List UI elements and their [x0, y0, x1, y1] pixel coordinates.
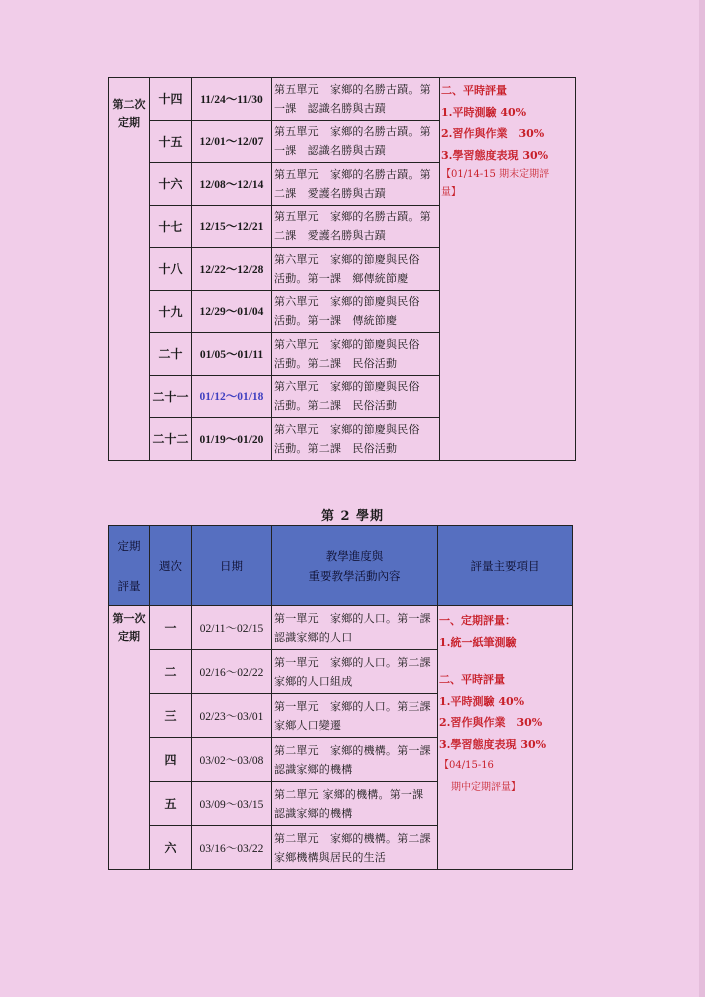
- content-cell: 第一單元 家鄉的人口。第三課 家鄉人口變遷: [272, 694, 438, 738]
- semester1-schedule-table: [108, 77, 576, 461]
- content-cell: 第六單元 家鄉的節慶與民俗 活動。第二課 民俗活動: [272, 375, 440, 418]
- week-cell: 五: [150, 782, 192, 826]
- date-cell: 01/05～01/11: [192, 333, 272, 376]
- header-content: 教學進度與 重要教學活動內容: [272, 526, 438, 606]
- header-evaluation: 評量主要項目: [438, 526, 573, 606]
- week-cell: 一: [150, 606, 192, 650]
- week-cell: 十九: [150, 290, 192, 333]
- exam-period-cell: [109, 78, 150, 461]
- week-cell: 十六: [150, 163, 192, 206]
- week-cell: 十四: [150, 78, 192, 121]
- content-cell: 第二單元 家鄉的機構。第二課 家鄉機構與居民的生活: [272, 826, 438, 870]
- week-cell: 二十二: [150, 418, 192, 461]
- date-cell: 12/29～01/04: [192, 290, 272, 333]
- date-cell: 12/01～12/07: [192, 120, 272, 163]
- week-cell: 十七: [150, 205, 192, 248]
- table-row: [109, 78, 576, 121]
- header-week: 週次: [150, 526, 192, 606]
- period-label: 第二次: [112, 98, 146, 111]
- content-cell: 第五單元 家鄉的名勝古蹟。第 一課 認識名勝與古蹟: [272, 78, 440, 121]
- content-cell: 第六單元 家鄉的節慶與民俗 活動。第一課 鄉傳統節慶: [272, 248, 440, 291]
- week-cell: 二十一: [150, 375, 192, 418]
- date-cell: 03/16～03/22: [192, 826, 272, 870]
- evaluation-cell: 一、定期評量： 1.統一紙筆測驗 二、平時評量 1.平時測驗 40% 2.習作與作業 30% 3.學習態度表現 30% 【04/15-16 期中定期評量】: [438, 606, 573, 870]
- content-cell: 第六單元 家鄉的節慶與民俗 活動。第二課 民俗活動: [272, 333, 440, 376]
- date-cell: 02/23～03/01: [192, 694, 272, 738]
- week-cell: 六: [150, 826, 192, 870]
- date-cell: 12/08～12/14: [192, 163, 272, 206]
- content-cell: 第一單元 家鄉的人口。第一課 認識家鄉的人口: [272, 606, 438, 650]
- week-cell: 二: [150, 650, 192, 694]
- week-cell: 十八: [150, 248, 192, 291]
- table-header-row: [109, 526, 573, 606]
- date-cell: 03/02～03/08: [192, 738, 272, 782]
- period-label: 第一次: [112, 612, 146, 625]
- week-cell: 四: [150, 738, 192, 782]
- date-cell: 02/11～02/15: [192, 606, 272, 650]
- page-edge: [699, 0, 705, 997]
- header-exam-period: 定期 評量: [109, 526, 150, 606]
- content-cell: 第二單元 家鄉的機構。第一課 認識家鄉的機構: [272, 782, 438, 826]
- date-cell: 02/16～02/22: [192, 650, 272, 694]
- week-cell: 二十: [150, 333, 192, 376]
- date-cell: 11/24～11/30: [192, 78, 272, 121]
- period-label: 定期: [118, 630, 140, 643]
- date-cell: 01/19～01/20: [192, 418, 272, 461]
- exam-period-cell: [109, 606, 150, 870]
- period-label: 定期: [118, 116, 140, 129]
- content-cell: 第五單元 家鄉的名勝古蹟。第 二課 愛護名勝與古蹟: [272, 205, 440, 248]
- date-cell: 01/12～01/18: [192, 375, 272, 418]
- date-cell: 12/15～12/21: [192, 205, 272, 248]
- date-cell: 12/22～12/28: [192, 248, 272, 291]
- content-cell: 第五單元 家鄉的名勝古蹟。第 二課 愛護名勝與古蹟: [272, 163, 440, 206]
- table-row: [109, 606, 573, 650]
- content-cell: 第二單元 家鄉的機構。第一課 認識家鄉的機構: [272, 738, 438, 782]
- content-cell: 第一單元 家鄉的人口。第二課 家鄉的人口組成: [272, 650, 438, 694]
- date-cell: 03/09～03/15: [192, 782, 272, 826]
- evaluation-cell: 二、平時評量 1.平時測驗 40% 2.習作與作業 30% 3.學習態度表現 30% 【01/14-15 期末定期評 量】: [440, 78, 576, 461]
- semester2-title: 第 2 學期: [320, 509, 385, 524]
- content-cell: 第六單元 家鄉的節慶與民俗 活動。第一課 傳統節慶: [272, 290, 440, 333]
- week-cell: 十五: [150, 120, 192, 163]
- content-cell: 第五單元 家鄉的名勝古蹟。第 一課 認識名勝與古蹟: [272, 120, 440, 163]
- week-cell: 三: [150, 694, 192, 738]
- content-cell: 第六單元 家鄉的節慶與民俗 活動。第二課 民俗活動: [272, 418, 440, 461]
- semester2-schedule-table: [108, 525, 573, 870]
- header-date: 日期: [192, 526, 272, 606]
